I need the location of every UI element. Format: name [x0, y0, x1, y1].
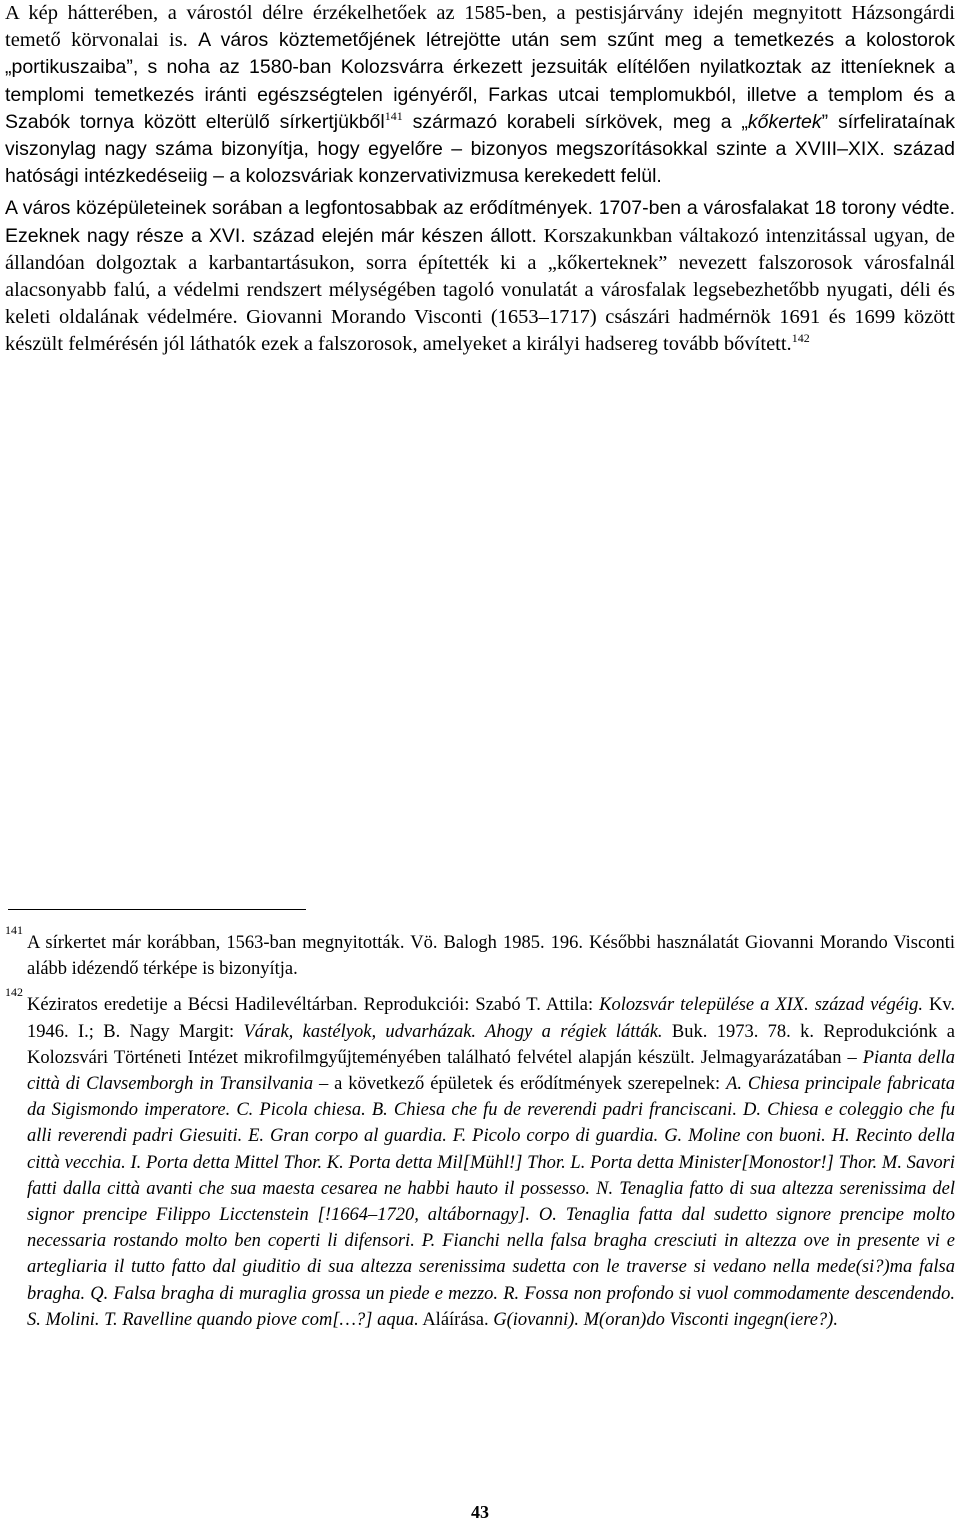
footnote-142-signature: G(iovanni). M(oran)do Visconti ingegn(iere?). [493, 1309, 838, 1330]
footnote-141-text: A sírkertet már korábban, 1563-ban megnyitották. Vö. Balogh 1985. 196. Későbbi használatát Giovanni Morando Visconti alább idézendő térképe is bizonyítja. [27, 933, 955, 980]
footnote-141-mark: 141 [5, 923, 23, 937]
footnote-142-part-g: – a következő épületek és erődítmények szerepelnek: [313, 1074, 727, 1095]
footnote-142-mark: 142 [5, 985, 23, 1000]
footnote-142 [5, 985, 956, 1333]
paragraph-2 [5, 195, 955, 358]
footnote-142-part-c: Kv. 1946. I.; B. Nagy Margit: [27, 995, 955, 1042]
footnote-142-title-1: Kolozsvár települése a XIX. század végéig. [599, 995, 923, 1016]
footnote-separator [8, 909, 306, 910]
page-body [5, 0, 955, 359]
footnote-142-text [27, 992, 955, 1333]
paragraph-1-text-b: A város köztemetőjének létrejötte után sem szűnt meg a temetkezés a kolostorok „portikuszaiba”, s noha az 1580-ban Kolozsvárra érkezett jezsuiták elítélően nyilatkoztak az itteníeknek a templomi temetkezés iránti egészségtelen igényéről, Farkas utcai templomukból, illetve a templom és a Szabók tornya között elterülő sírkertjükből [5, 29, 955, 133]
footnote-142-part-i: Aláírása. [418, 1309, 494, 1330]
footnote-142-part-a: Kéziratos eredetije a Bécsi Hadilevéltárban. Reprodukciói: Szabó T. Attila: [27, 995, 600, 1016]
footnotes [5, 923, 956, 1333]
paragraph-2-text-b: Korszakunkban váltakozó intenzitással ugyan, de állandóan dolgoztak a karbantartásukon, sorra építették ki a „kőkerteknek” nevezett falszorosok városfalnál alacsonyabb falú, a védelmi rendszert mélységében tagoló vonulatát a városfalak legsebezhetőbb nyugati, déli és keleti oldalának védelmére. Giovanni Morando Visconti (1653–1717) császári hadmérnök 1691 és 1699 között készült felmérésén jól láthatók ezek a falszorosok, amelyeket a királyi hadsereg tovább bővített. [5, 224, 955, 356]
paragraph-1-text-d: ” sírfelirataínak viszonylag nagy száma bizonyítja, hogy egyelőre – bizonyos megszorításokkal szinte a XVIII–XIX. század hatósági intézkedéseiig – a kolozsváriak konzervativizmusa kerekedett felül. [5, 110, 955, 188]
paragraph-2-text-a: A város középületeinek sorában a legfontosabbak az erődítmények. 1707-ben a városfalakat 18 torony védte. Ezeknek nagy része a XVI. század elején már készen állott. [5, 197, 955, 247]
footnote-ref-142[interactable]: 142 [791, 331, 810, 346]
paragraph-1-text-c: származó korabeli sírkövek, meg a „ [402, 110, 748, 133]
paragraph-1-text-a: A kép hátterében, a várostól délre érzékelhetőek az 1585-ben, a pestisjárvány idején megnyitott Házsongárdi temető körvonalai is. [5, 2, 955, 52]
page-number: 43 [471, 1502, 489, 1522]
footnote-ref-141[interactable]: 141 [384, 108, 403, 123]
footnote-141 [5, 923, 955, 982]
footnote-142-map-title: Pianta della città di Clavsemborgh in Transilvania [27, 1047, 955, 1095]
footnote-142-part-e: Buk. 1973. 78. k. Reprodukciónk a Kolozsvári Történeti Intézet mikrofilmgyűjteményében található felvétel alapján készült. Jelmagyarázatában – [27, 1021, 955, 1068]
paragraph-1 [5, 0, 955, 190]
footnote-142-title-2: Várak, kastélyok, udvarházak. Ahogy a régiek látták. [243, 1021, 663, 1042]
footnote-142-legend: A. Chiesa principale fabricata da Sigismondo imperatore. C. Picola chiesa. B. Chiesa che fu de reverendi padri franciscani. D. Chiesa e coleggio che fu alli reverendi padri Giesuiti. E. Gran corpo al guardia. F. Picolo corpo di guardia. G. Moline con buoni. H. Recinto della città vecchia. I. Porta detta Mittel Thor. K. Porta detta Mil[Mühl!] Thor. L. Porta detta Minister[Monostor!] Thor. M. Savori fatti dalla città avanti che sua maesta cesarea ne habbi hauto il possesso. N. Tenaglia fatto di sua altezza serenissima del signor prencipe Filippo Licctenstein [!1664–1720, altábornagy]. O. Tenaglia fatta dal sudetto signore prencipe molto necessaria rostando molto ben coperti li difensori. P. Fianchi nella falsa bragha cresciuti in altezza ove in presente vi e artegliaria il tutto fatto dal giuditio di sua altezza serenissima sudetta con le traverse si vedano nella mede(si?)ma falsa bragha. Q. Falsa bragha di muraglia grossa un piede e mezzo. R. Fossa non profondo si vuol commodamente descendendo. S. Molini. T. Ravelline quando piove com[…?] aqua. [27, 1074, 956, 1330]
paragraph-1-kokertek: kőkertek [747, 110, 822, 133]
